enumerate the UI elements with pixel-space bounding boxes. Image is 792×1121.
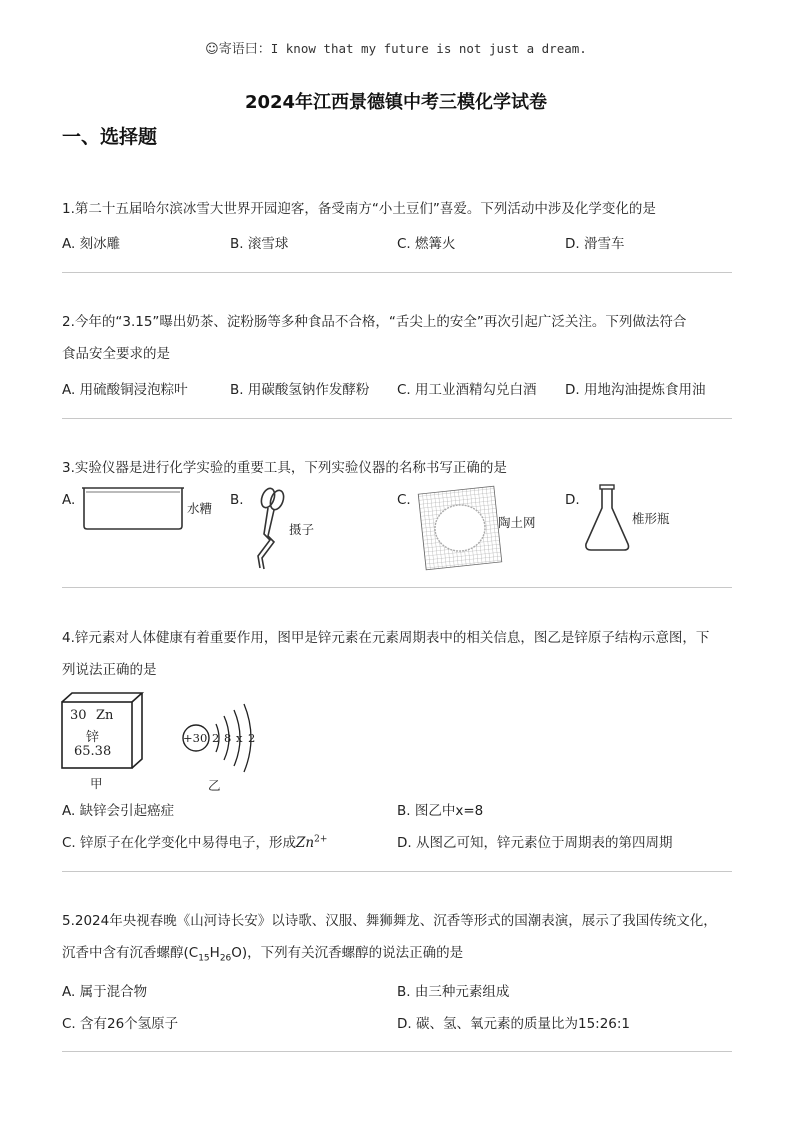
element-number: 30 xyxy=(70,708,87,723)
q3-option-c-letter[interactable]: C. xyxy=(397,492,411,508)
q5-stem-post: O)，下列有关沉香螺醇的说法正确的是 xyxy=(231,945,464,961)
q4-option-c-text: C. 锌原子在化学变化中易得电子，形成 xyxy=(62,835,297,851)
atom-shell-2: 8 xyxy=(224,731,232,745)
gauze-icon xyxy=(414,484,506,572)
divider xyxy=(62,1051,732,1052)
atom-nucleus: +30 xyxy=(183,731,208,745)
element-name: 锌 xyxy=(86,730,100,745)
conical-flask-icon xyxy=(582,482,634,554)
atom-shell-3: x xyxy=(236,731,243,745)
q4-option-a[interactable]: A. 缺锌会引起癌症 xyxy=(62,803,175,819)
divider xyxy=(62,871,732,872)
q4-option-b[interactable]: B. 图乙中x=8 xyxy=(397,803,484,819)
q1-option-d[interactable]: D. 滑雪车 xyxy=(565,236,625,252)
divider xyxy=(62,418,732,419)
divider xyxy=(62,587,732,588)
atom-shell-4: 2 xyxy=(248,731,256,745)
q4-option-c[interactable] xyxy=(62,831,327,851)
q5-option-a[interactable]: A. 属于混合物 xyxy=(62,984,148,1000)
q3-option-a-name: 水糟 xyxy=(187,501,213,516)
q2-stem-line2: 食品安全要求的是 xyxy=(62,346,170,362)
q5-sub-h: 26 xyxy=(219,953,232,964)
q4-stem-line1: 4.锌元素对人体健康有着重要作用，图甲是锌元素在元素周期表中的相关信息，图乙是锌原子结构示意图，下 xyxy=(62,630,710,646)
q3-option-d-letter[interactable]: D. xyxy=(565,492,580,508)
q5-stem-pre: 沉香中含有沉香螺醇(C xyxy=(62,945,199,961)
q5-option-d[interactable]: D. 碳、氢、氧元素的质量比为15:26:1 xyxy=(397,1016,631,1032)
q1-option-c[interactable]: C. 燃篝火 xyxy=(397,236,456,252)
q2-option-a[interactable]: A. 用硫酸铜浸泡粽叶 xyxy=(62,382,188,398)
fig-label-jia: 甲 xyxy=(90,776,103,791)
fig-label-yi: 乙 xyxy=(208,778,221,793)
q5-option-c[interactable]: C. 含有26个氢原子 xyxy=(62,1016,179,1032)
q2-option-d[interactable]: D. 用地沟油提炼食用油 xyxy=(565,382,706,398)
motto-text: I know that my future is not just a dream. xyxy=(270,41,587,56)
q3-stem: 3.实验仪器是进行化学实验的重要工具，下列实验仪器的名称书写正确的是 xyxy=(62,460,507,476)
q1-option-a[interactable]: A. 刻冰雕 xyxy=(62,236,121,252)
divider xyxy=(62,272,732,273)
q5-stem-line1: 5.2024年央视春晚《山河诗长安》以诗歌、汉服、舞狮舞龙、沉香等形式的国潮表演，展示了我国传统文化， xyxy=(62,913,717,929)
motto-prefix: ☺寄语曰： xyxy=(205,42,271,57)
q1-option-b[interactable]: B. 滚雪球 xyxy=(230,236,289,252)
q3-option-d-name: 椎形瓶 xyxy=(632,511,670,526)
q5-sub-c: 15 xyxy=(198,953,210,964)
element-symbol: Zn xyxy=(96,708,114,723)
atom-shell-1: 2 xyxy=(212,731,220,745)
q4-option-d[interactable]: D. 从图乙可知，锌元素位于周期表的第四周期 xyxy=(397,835,673,851)
q4-option-c-ion: Zn xyxy=(296,835,315,851)
element-mass: 65.38 xyxy=(74,744,112,759)
q1-stem: 1.第二十五届哈尔滨冰雪大世界开园迎客，备受南方“小土豆们”喜爱。下列活动中涉及化学变化的是 xyxy=(62,201,656,217)
q3-option-c-name: 陶土网 xyxy=(498,515,536,530)
q3-option-b-letter[interactable]: B. xyxy=(230,492,244,508)
q3-option-b-name: 摄子 xyxy=(289,522,315,537)
q4-option-c-charge: 2+ xyxy=(314,834,328,845)
q5-option-b[interactable]: B. 由三种元素组成 xyxy=(397,984,510,1000)
header-motto xyxy=(0,38,792,57)
q4-stem-line2: 列说法正确的是 xyxy=(62,662,157,678)
q2-option-b[interactable]: B. 用碳酸氢钠作发酵粉 xyxy=(230,382,370,398)
tweezers-icon xyxy=(244,484,294,572)
q3-option-a-letter[interactable]: A. xyxy=(62,492,76,508)
q2-option-c[interactable]: C. 用工业酒精勾兑白酒 xyxy=(397,382,537,398)
section-heading: 一、选择题 xyxy=(62,126,158,148)
element-cube-icon xyxy=(58,690,158,772)
q5-h: H xyxy=(209,945,220,961)
page-title: 2024年江西景德镇中考三模化学试卷 xyxy=(244,92,548,113)
q5-stem-line2 xyxy=(62,937,734,975)
q2-stem-line1: 2.今年的“3.15”曝出奶茶、淀粉肠等多种食品不合格，“舌尖上的安全”再次引起广泛关注。下列做法符合 xyxy=(62,314,687,330)
water-trough-icon xyxy=(80,484,188,532)
